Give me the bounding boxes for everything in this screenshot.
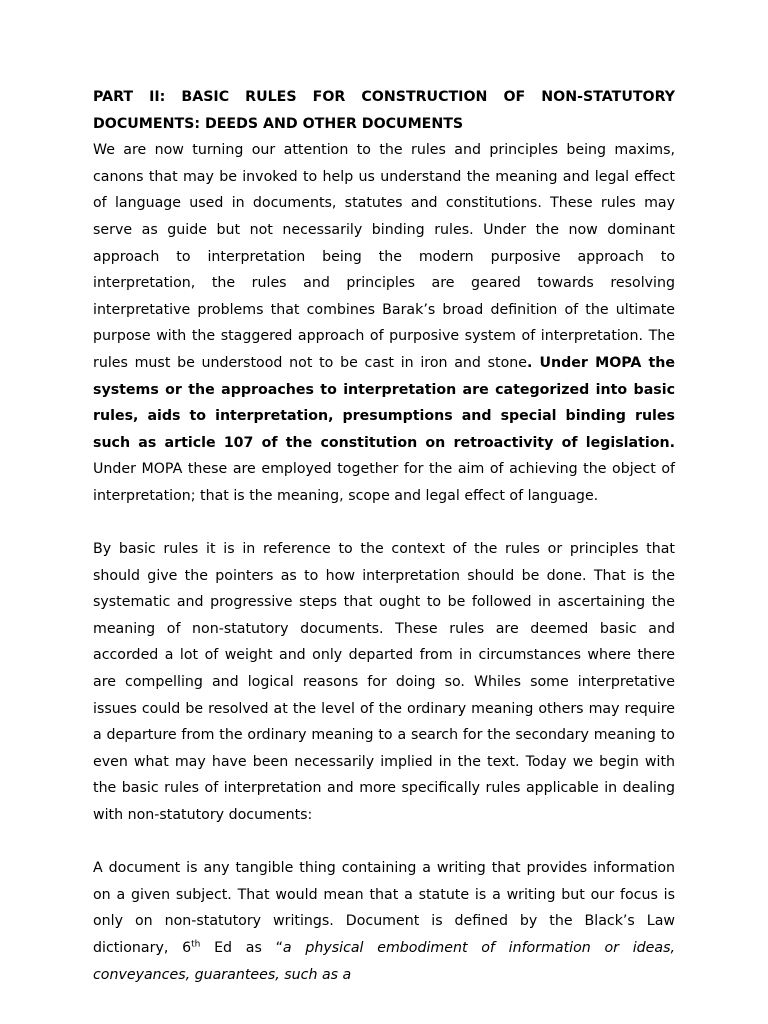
section-heading: PART II: BASIC RULES FOR CONSTRUCTION OF NON-STATUTORY DOCUMENTS: DEEDS AND OTHER DOCUMENTS <box>93 89 675 132</box>
intro-text: We are now turning our attention to the rules and principles being maxims, canons that may be invoked to help us understand the meaning and legal effect of language used in documents, statutes and constitutions. These rules may serve as guide but not necessarily binding rules. Under the now dominant approach to interpretation being the modern purposive approach to interpretation, the rules and principles are geared towards resolving interpretative problems that combines Barak’s broad definition of the ultimate purpose with the staggered approach of purposive system of interpretation. The rules must be understood not to be cast in iron and stone <box>93 142 675 371</box>
paragraph-intro <box>93 137 675 509</box>
edition-superscript: th <box>191 939 201 950</box>
intro-bold-text: Under MOPA the systems or the approaches to interpretation are categorized into basic rules, aids to interpretation, presumptions and special binding rules such as article 107 of the constitution on retroactivity of legislation. <box>93 354 675 451</box>
definition-text: A document is any tangible thing containing a writing that provides information on a given subject. That would mean that a statute is a writing but our focus is only on non-statutory writings. Document is defined by the Black’s Law dictionary, 6 <box>93 860 675 956</box>
intro-period: . <box>526 354 533 371</box>
definition-mid-text: Ed as “ <box>200 940 283 956</box>
paragraph-basic-rules: By basic rules it is in reference to the context of the rules or principles that should give the pointers as to how interpretation should be done. That is the systematic and progressive steps that ought to be followed in ascertaining the meaning of non-statutory documents. These rules are deemed basic and accorded a lot of weight and only departed from in circumstances where there are compelling and logical reasons for doing so. Whiles some interpretative issues could be resolved at the level of the ordinary meaning others may require a departure from the ordinary meaning to a search for the secondary meaning to even what may have been necessarily implied in the text. Today we begin with the basic rules of interpretation and more specifically rules applicable in dealing with non-statutory documents: <box>93 541 675 824</box>
paragraph-spacer <box>93 829 675 856</box>
paragraph-document-definition <box>93 855 675 988</box>
paragraph-spacer <box>93 510 675 537</box>
document-page <box>93 84 675 988</box>
intro-tail-text: Under MOPA these are employed together for the aim of achieving the object of interpretation; that is the meaning, scope and legal effect of language. <box>93 461 675 504</box>
definition-quote: a physical embodiment of information or ideas, conveyances, guarantees, such as a <box>93 940 675 983</box>
